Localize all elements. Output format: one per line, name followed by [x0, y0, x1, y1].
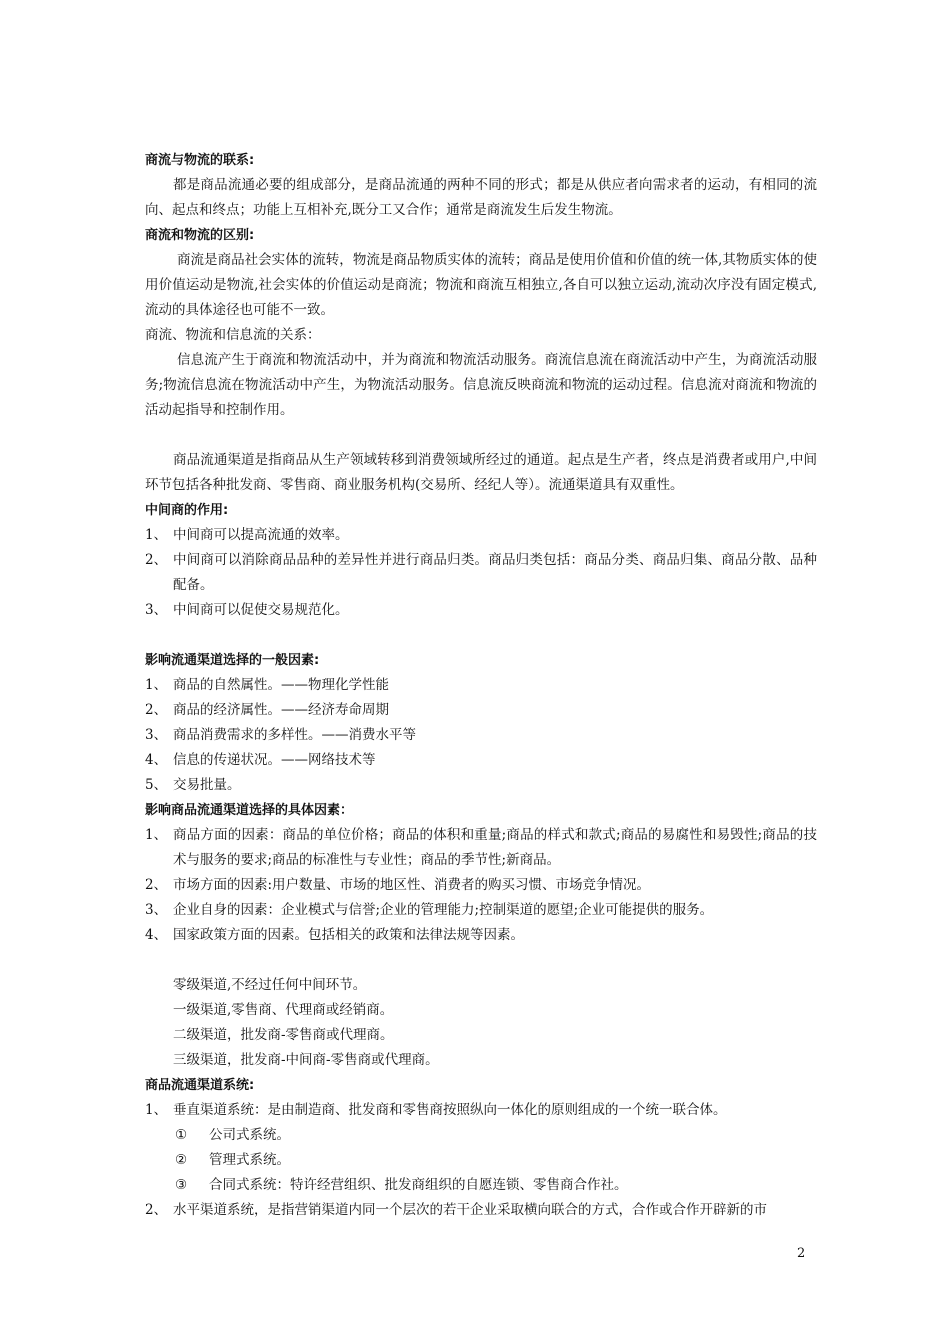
list-item	[145, 523, 817, 548]
channel-level-line: 二级渠道，批发商-零售商或代理商。	[173, 1027, 394, 1043]
sub-list-number: ③	[175, 1177, 188, 1193]
list-text: 中间商可以消除商品品种的差异性并进行商品归类。商品归类包括：商品分类、商品归集、商品分散、品种配备。	[173, 552, 817, 593]
list-text: 中间商可以提高流通的效率。	[173, 527, 349, 543]
list-text: 商品的自然属性。——物理化学性能	[173, 677, 389, 693]
section-heading: 商流、物流和信息流的关系：	[145, 327, 321, 343]
paragraph: 商流是商品社会实体的流转，物流是商品物质实体的流转；商品是使用价值和价值的统一体,其物质实体的使用价值运动是物流,社会实体的价值运动是商流；物流和商流互相独立,各自可以独立运动,流动次序没有固定模式,流动的具体途径也可能不一致。	[145, 252, 817, 318]
sub-list-number: ②	[175, 1152, 188, 1168]
section-heading: 中间商的作用:	[145, 503, 229, 518]
list-item	[145, 673, 817, 698]
list-text: 企业自身的因素：企业模式与信誉;企业的管理能力;控制渠道的愿望;企业可能提供的服务。	[173, 902, 714, 918]
list-item	[145, 698, 817, 723]
list-text: 商品方面的因素：商品的单位价格；商品的体积和重量;商品的样式和款式;商品的易腐性和易毁性;商品的技术与服务的要求;商品的标准性与专业性；商品的季节性;新商品。	[173, 827, 817, 868]
paragraph: 信息流产生于商流和物流活动中，并为商流和物流活动服务。商流信息流在商流活动中产生，为商流活动服务;物流信息流在物流活动中产生，为物流活动服务。信息流反映商流和物流的运动过程。信息流对商流和物流的活动起指导和控制作用。	[145, 352, 817, 418]
list-text: 商品的经济属性。——经济寿命周期	[173, 702, 389, 718]
list-text: 中间商可以促使交易规范化。	[173, 602, 349, 618]
spacer	[145, 623, 817, 648]
list-item	[145, 1198, 817, 1223]
spacer	[145, 948, 817, 973]
list-item	[145, 723, 817, 748]
list-number: 1、	[145, 1102, 168, 1118]
sub-list-text: 公司式系统。	[209, 1127, 290, 1143]
list-text: 交易批量。	[173, 777, 241, 793]
list-text: 信息的传递状况。——网络技术等	[173, 752, 376, 768]
list-item	[145, 898, 817, 923]
sub-list-item	[145, 1148, 817, 1173]
list-item	[145, 748, 817, 773]
section-heading: 商流和物流的区别:	[145, 228, 255, 243]
list-number: 1、	[145, 827, 168, 843]
section-heading: 商流与物流的联系:	[145, 153, 255, 168]
list-item	[145, 598, 817, 623]
page-number: 2	[797, 1246, 806, 1261]
list-number: 1、	[145, 527, 168, 543]
list-item	[145, 1098, 817, 1123]
list-text: 市场方面的因素:用户数量、市场的地区性、消费者的购买习惯、市场竞争情况。	[173, 877, 651, 893]
channel-level-line: 三级渠道，批发商-中间商-零售商或代理商。	[173, 1052, 439, 1068]
list-number: 5、	[145, 777, 168, 793]
list-text: 水平渠道系统，是指营销渠道内同一个层次的若干企业采取横向联合的方式，合作或合作开辟新的市	[173, 1202, 767, 1218]
list-number: 3、	[145, 727, 168, 743]
list-number: 3、	[145, 902, 168, 918]
channel-level-line: 一级渠道,零售商、代理商或经销商。	[173, 1002, 394, 1018]
list-item	[145, 823, 817, 873]
list-number: 3、	[145, 602, 168, 618]
channel-level-line: 零级渠道,不经过任何中间环节。	[173, 977, 367, 993]
list-item	[145, 923, 817, 948]
sub-list-item	[145, 1173, 817, 1198]
list-number: 2、	[145, 552, 168, 568]
list-text: 商品消费需求的多样性。——消费水平等	[173, 727, 416, 743]
list-item	[145, 873, 817, 898]
list-number: 4、	[145, 752, 168, 768]
paragraph: 商品流通渠道是指商品从生产领域转移到消费领域所经过的通道。起点是生产者，终点是消费者或用户,中间环节包括各种批发商、零售商、商业服务机构(交易所、经纪人等）。流通渠道具有双重性。	[145, 452, 817, 493]
section-heading: 影响流通渠道选择的一般因素:	[145, 653, 320, 668]
section-heading: 商品流通渠道系统:	[145, 1078, 255, 1093]
list-number: 4、	[145, 927, 168, 943]
spacer	[145, 423, 817, 448]
sub-list-number: ①	[175, 1127, 188, 1143]
sub-list-item	[145, 1123, 817, 1148]
list-text: 国家政策方面的因素。包括相关的政策和法律法规等因素。	[173, 927, 524, 943]
list-number: 2、	[145, 702, 168, 718]
list-text: 垂直渠道系统：是由制造商、批发商和零售商按照纵向一体化的原则组成的一个统一联合体。	[173, 1102, 727, 1118]
section-heading: 影响商品流通渠道选择的具体因素：	[145, 803, 354, 818]
list-number: 1、	[145, 677, 168, 693]
list-item	[145, 548, 817, 598]
paragraph: 都是商品流通必要的组成部分，是商品流通的两种不同的形式；都是从供应者向需求者的运动，有相同的流向、起点和终点；功能上互相补充,既分工又合作；通常是商流发生后发生物流。	[145, 177, 817, 218]
document-body	[145, 148, 817, 1223]
sub-list-text: 合同式系统：特许经营组织、批发商组织的自愿连锁、零售商合作社。	[209, 1177, 628, 1193]
list-number: 2、	[145, 1202, 168, 1218]
list-item	[145, 773, 817, 798]
sub-list-text: 管理式系统。	[209, 1152, 290, 1168]
list-number: 2、	[145, 877, 168, 893]
